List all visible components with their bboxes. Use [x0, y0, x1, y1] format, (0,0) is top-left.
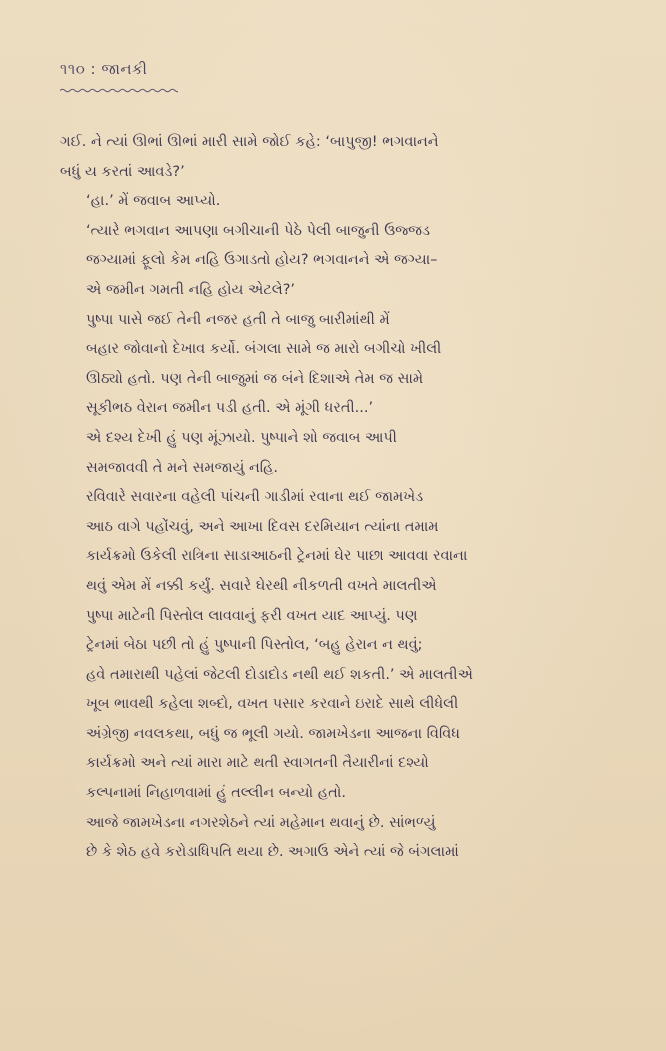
text-line: છે કે શેઠ હવે કરોડાધિપતિ થયા છે. અગાઉ એને ત્યાં જે બંગલામાં [86, 844, 459, 861]
text-line: થવું એમ મેં નક્કી કર્યું. સવારે ઘેરથી નીકળતી વખતે માલતીએ [86, 577, 437, 594]
paragraph [60, 424, 606, 483]
running-head: ૧૧૦ : જાનકી [60, 60, 148, 78]
text-line: આજે જામખેડના નગરશેઠને ત્યાં મહેમાન થવાનું છે. સાંભળ્યું [86, 814, 436, 831]
text-line: બહાર જોવાનો દેખાવ કર્યો. બંગલા સામે જ મારો બગીચો ખીલી [86, 341, 442, 358]
text-line: કાર્યક્રમો ઉકેલી રાત્રિના સાડાઆઠની ટ્રેનમાં ઘેર પાછા આવવા રવાના [86, 548, 468, 565]
text-line: ગઈ. ને ત્યાં ઊભાં ઊભાં મારી સામે જોઈ કહે: ‘બાપુજી! ભગવાનને [60, 134, 439, 150]
decorative-wavy-rule [60, 88, 178, 93]
text-line: ખૂબ ભાવથી કહેલા શબ્દો, વખત પસાર કરવાને ઇરાદે સાથે લીધેલી [86, 696, 459, 713]
paragraph [60, 128, 606, 187]
text-line: ‘હા.’ મેં જવાબ આપ્યો. [86, 193, 221, 210]
paragraph [60, 306, 606, 424]
text-line: બધું ય કરતાં આવડે?’ [60, 163, 185, 180]
text-line: એ દશ્ય દેખી હું પણ મૂંઝાયો. પુષ્પાને શો જવાબ આપી [86, 429, 397, 446]
text-line: સમજાવવી તે મને સમજાયું નહિ. [86, 459, 278, 476]
text-line: પુષ્પા માટેની પિસ્તોલ લાવવાનું ફરી વખત યાદ આપ્યું. પણ [86, 607, 418, 624]
paragraph [60, 809, 606, 868]
text-line: એ જમીન ગમતી નહિ હોય એટલે?’ [86, 281, 296, 298]
text-line: કાર્યક્રમો અને ત્યાં મારા માટે થતી સ્વાગતની તૈયારીનાં દશ્યો [86, 755, 429, 772]
body-text [60, 128, 606, 868]
text-line: હવે તમારાથી પહેલાં જેટલી દોડાદોડ નથી થઈ શકતી.’ એ માલતીએ [86, 666, 473, 683]
text-line: આઠ વાગે પહોંચવું, અને આખા દિવસ દરમિયાન ત્યાંના તમામ [86, 518, 439, 535]
text-line: રવિવારે સવારના વહેલી પાંચની ગાડીમાં રવાના થઈ જામખેડ [86, 489, 424, 506]
paragraph [60, 483, 606, 809]
paragraph [60, 187, 606, 217]
paragraph [60, 217, 606, 306]
text-line: ટ્રેનમાં બેઠા પછી તો હું પુષ્પાની પિસ્તોલ, ‘બહુ હેરાન ન થવું; [86, 637, 423, 654]
text-line: ‘ત્યારે ભગવાન આપણા બગીચાની પેઠે પેલી બાજુની ઉજ્જડ [86, 222, 430, 239]
text-line: કલ્પનામાં નિહાળવામાં હું તલ્લીન બન્યો હતો. [86, 785, 346, 802]
text-line: ઊઠ્યો હતો. પણ તેની બાજુમાં જ બંને દિશાએ તેમ જ સામે [86, 370, 424, 387]
text-line: પુષ્પા પાસે જઈ તેની નજર હતી તે બાજુ બારીમાંથી મેં [86, 311, 390, 328]
text-line: સૂકીભઠ વેરાન જમીન પડી હતી. એ મૂંગી ધરતી...’ [86, 400, 374, 417]
text-line: અંગ્રેજી નવલકથા, બધું જ ભૂલી ગયો. જામખેડના આજના વિવિધ [86, 725, 460, 742]
text-line: જગ્યામાં ફૂલો કેમ નહિ ઉગાડતો હોય? ભગવાનને એ જગ્યા– [86, 252, 438, 269]
